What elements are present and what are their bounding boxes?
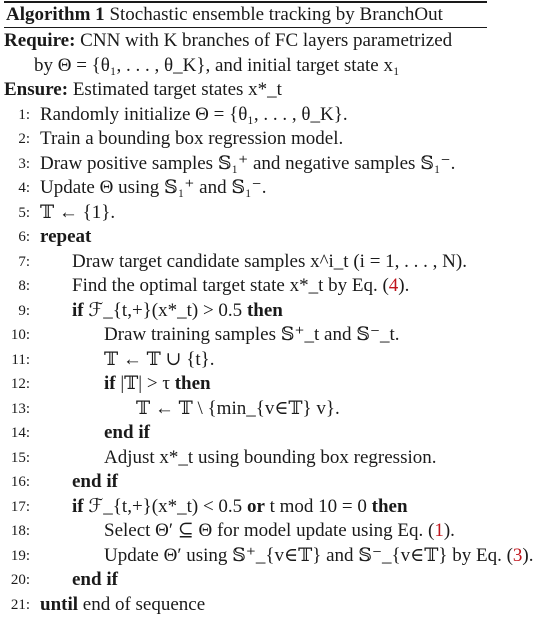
step-text: Train a bounding box regression model. [40, 128, 343, 149]
algorithm-step [4, 421, 487, 446]
step-text: Find the optimal target state x*_t by Eq. (4). [72, 275, 409, 296]
line-number: 20: [4, 568, 30, 593]
require-text-2: by Θ = {θ₁, . . . , θ_K}, and initial target state x₁ [34, 55, 400, 76]
algorithm-step [4, 446, 487, 471]
ensure-keyword: Ensure: [4, 79, 68, 100]
step-text: end if [104, 422, 150, 443]
algorithm-step [4, 593, 487, 617]
line-number: 13: [4, 397, 30, 422]
line-number: 5: [4, 201, 30, 226]
algorithm-step [4, 323, 487, 348]
algorithm-box [0, 1, 491, 600]
line-number: 6: [4, 225, 30, 250]
step-text: Draw target candidate samples x^i_t (i = 1, . . . , N). [72, 251, 467, 272]
algorithm-step [4, 274, 487, 299]
title-rule [4, 27, 487, 28]
algorithm-step [4, 470, 487, 495]
step-text: repeat [40, 226, 91, 247]
algorithm-step [4, 103, 487, 128]
line-number: 18: [4, 519, 30, 544]
line-number: 12: [4, 372, 30, 397]
algorithm-step [4, 519, 487, 544]
line-number: 7: [4, 250, 30, 275]
line-number: 17: [4, 495, 30, 520]
step-text: if ℱ_{t,+}(x*_t) < 0.5 or t mod 10 = 0 then [72, 496, 408, 517]
step-text: if ℱ_{t,+}(x*_t) > 0.5 then [72, 300, 283, 321]
step-text: Adjust x*_t using bounding box regression. [104, 447, 437, 468]
algorithm-step [4, 348, 487, 373]
algorithm-step [4, 397, 487, 422]
step-text: Select Θ′ ⊆ Θ for model update using Eq. (1). [104, 520, 455, 541]
algorithm-steps [4, 103, 487, 617]
step-text: end if [72, 471, 118, 492]
step-text: 𝕋 ← 𝕋 \ {min_{v∈𝕋} v}. [136, 398, 340, 419]
algorithm-step [4, 495, 487, 520]
algorithm-step [4, 225, 487, 250]
line-number: 8: [4, 274, 30, 299]
step-text: end if [72, 569, 118, 590]
step-text: 𝕋 ← 𝕋 ∪ {t}. [104, 349, 214, 370]
algorithm-step [4, 201, 487, 226]
algorithm-step [4, 568, 487, 593]
step-text: Randomly initialize Θ = {θ₁, . . . , θ_K}. [40, 104, 348, 125]
step-text: if |𝕋| > τ then [104, 373, 211, 394]
line-number: 19: [4, 544, 30, 569]
algorithm-step [4, 127, 487, 152]
require-line [4, 29, 487, 54]
line-number: 2: [4, 127, 30, 152]
step-text: 𝕋 ← {1}. [40, 202, 115, 223]
step-text: Draw positive samples 𝕊₁⁺ and negative samples 𝕊₁⁻. [40, 153, 455, 174]
require-keyword: Require: [4, 30, 75, 51]
step-text: Update Θ′ using 𝕊⁺_{v∈𝕋} and 𝕊⁻_{v∈𝕋} by Eq. (3). [104, 545, 534, 566]
step-text: Update Θ using 𝕊₁⁺ and 𝕊₁⁻. [40, 177, 266, 198]
algorithm-step [4, 372, 487, 397]
line-number: 4: [4, 176, 30, 201]
step-text: Draw training samples 𝕊⁺_t and 𝕊⁻_t. [104, 324, 400, 345]
line-number: 21: [4, 593, 30, 617]
algorithm-step [4, 299, 487, 324]
require-text-1: CNN with K branches of FC layers parametrized [80, 30, 452, 51]
line-number: 11: [4, 348, 30, 373]
line-number: 10: [4, 323, 30, 348]
algorithm-step [4, 544, 487, 569]
step-text: until end of sequence [40, 594, 205, 615]
line-number: 3: [4, 152, 30, 177]
ensure-text: Estimated target states x*_t [73, 79, 282, 100]
line-number: 9: [4, 299, 30, 324]
algorithm-label: Algorithm 1 [6, 4, 105, 25]
line-number: 14: [4, 421, 30, 446]
algorithm-title [4, 3, 487, 27]
line-number: 16: [4, 470, 30, 495]
algorithm-title-text: Stochastic ensemble tracking by BranchOut [109, 4, 442, 25]
algorithm-step [4, 250, 487, 275]
algorithm-step [4, 152, 487, 177]
line-number: 15: [4, 446, 30, 471]
require-line-2 [4, 54, 487, 79]
algorithm-step [4, 176, 487, 201]
ensure-line [4, 78, 487, 103]
line-number: 1: [4, 103, 30, 128]
